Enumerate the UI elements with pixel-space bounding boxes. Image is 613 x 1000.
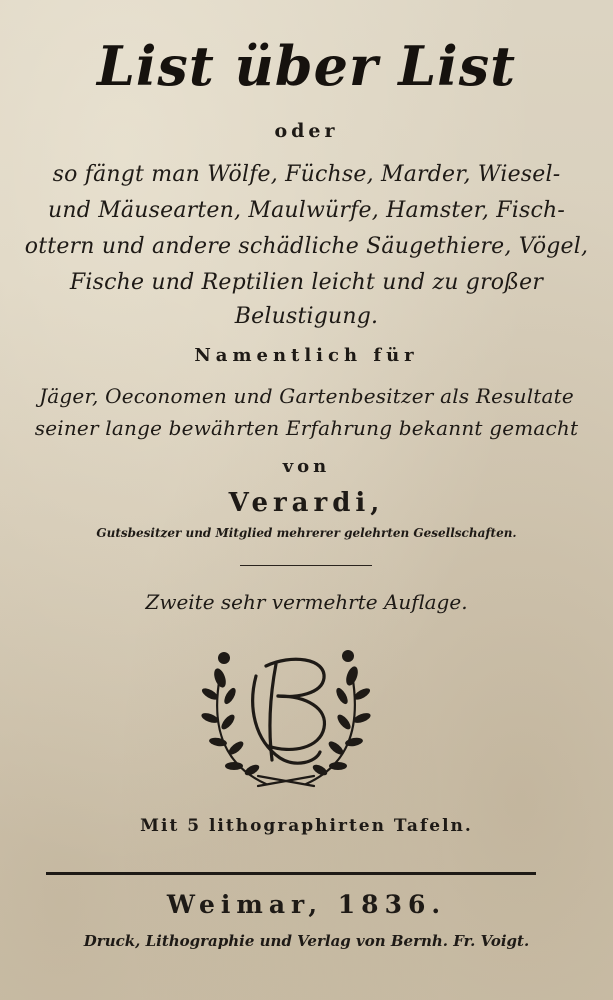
short-divider <box>240 565 372 566</box>
author-name: Verardi, <box>228 488 385 518</box>
book-title: List über List <box>96 34 517 98</box>
edition-note: Zweite sehr vermehrte Auflage. <box>145 590 468 614</box>
subtitle-line: so fängt man Wölfe, Füchse, Marder, Wiesel- <box>52 162 561 187</box>
audience-line: Jäger, Oeconomen und Gartenbesitzer als Resultate <box>39 384 574 408</box>
publisher-line: Druck, Lithographie und Verlag von Bernh. Fr. Voigt. <box>83 932 530 950</box>
by-label: von <box>282 456 331 477</box>
author-description: Gutsbesitzer und Mitglied mehrerer gelehrten Gesellschaften. <box>96 526 517 540</box>
plates-note: Mit 5 lithographirten Tafeln. <box>140 816 473 836</box>
place-year: Weimar, 1836. <box>166 890 447 919</box>
long-divider <box>46 872 536 875</box>
audience-line: seiner lange bewährten Erfahrung bekannt gemacht <box>34 416 579 440</box>
subtitle-line: ottern und andere schädliche Säugethiere, Vögel, <box>24 234 589 259</box>
title-connector: oder <box>274 120 339 142</box>
subtitle-line: Belustigung. <box>234 304 379 329</box>
subtitle-line: Fische und Reptilien leicht und zu großer <box>69 270 544 295</box>
audience-heading: Namentlich für <box>194 345 419 366</box>
monogram-wreath-icon <box>196 636 376 796</box>
subtitle-line: und Mäusearten, Maulwürfe, Hamster, Fisch- <box>47 198 565 223</box>
